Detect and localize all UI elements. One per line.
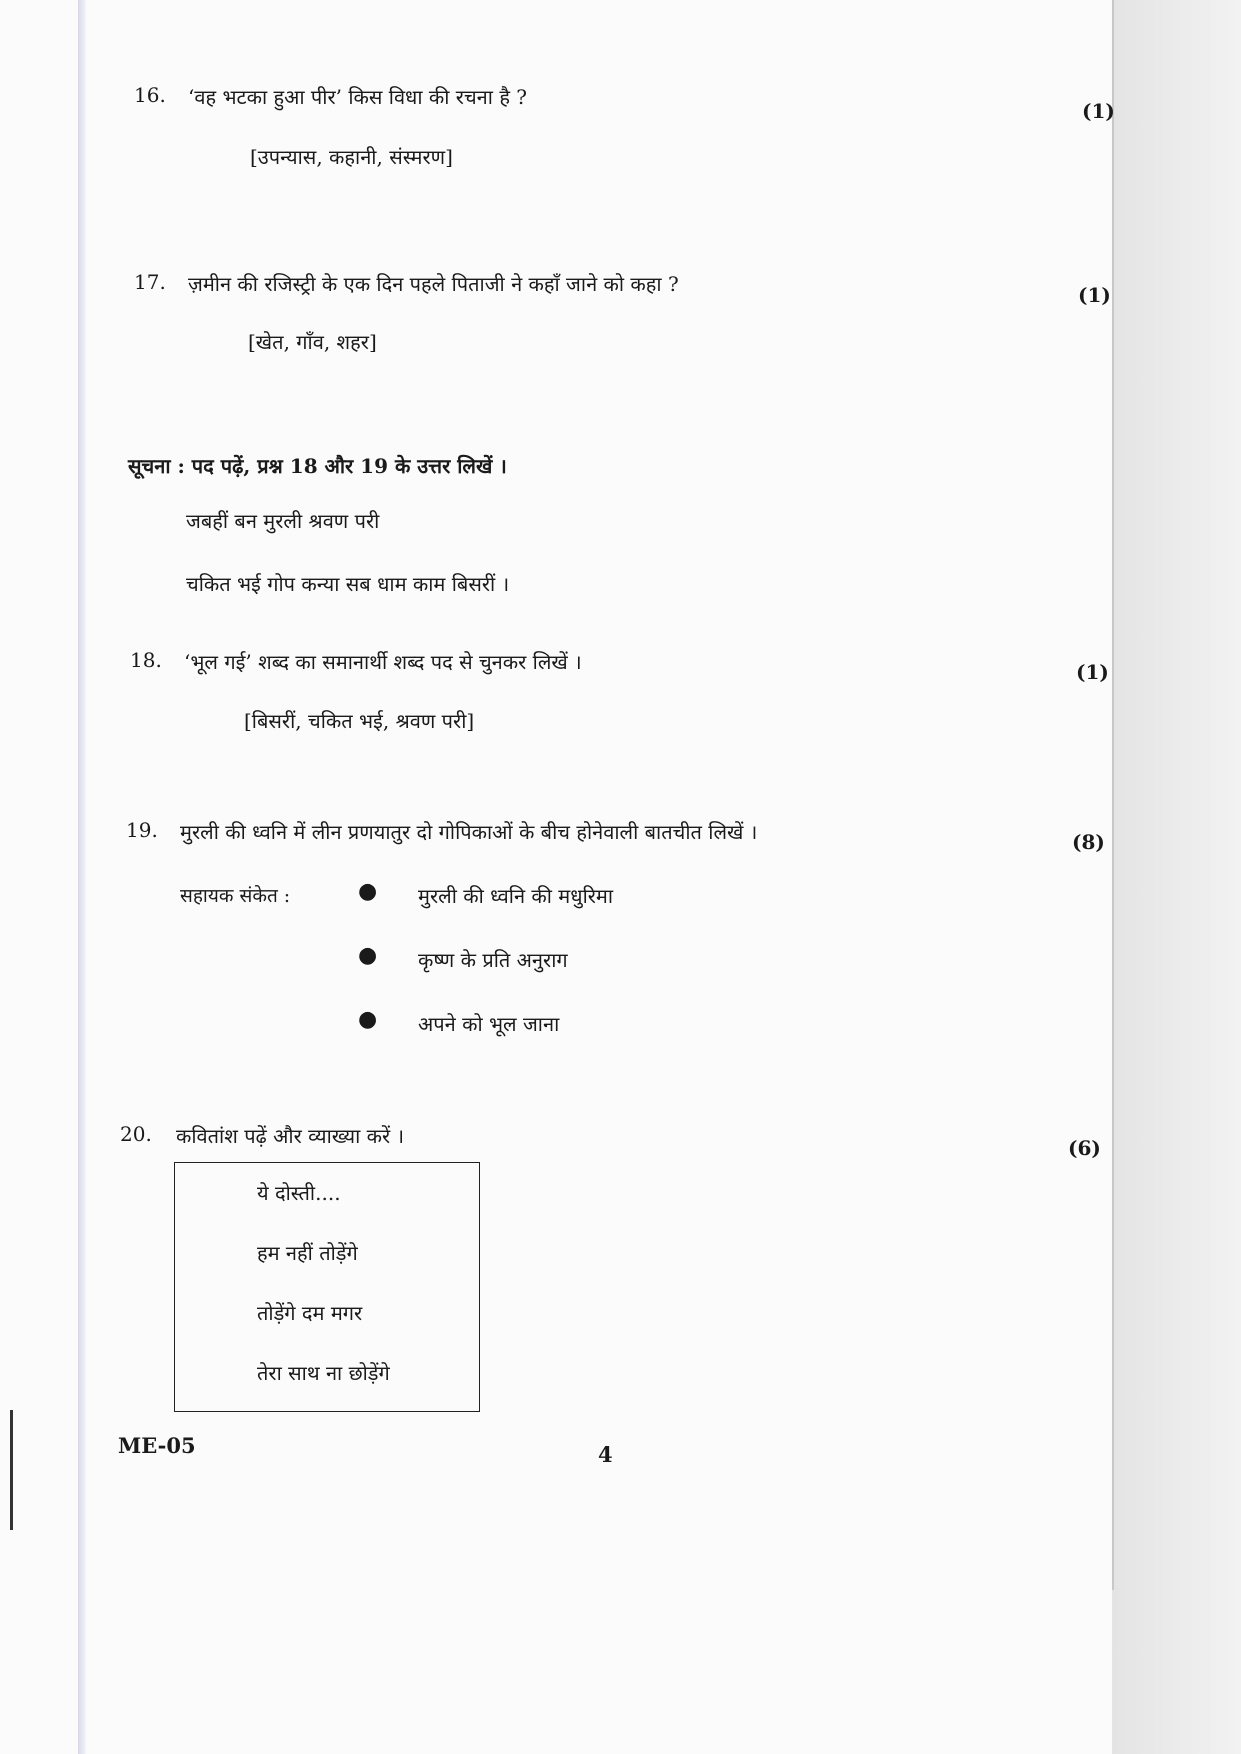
question-17-options: [खेत, गाँव, शहर] <box>248 330 377 354</box>
poem-line-3: तोड़ेंगे दम मगर <box>257 1301 363 1325</box>
hint-bullet-1: ● <box>358 879 378 904</box>
question-16-number: 16. <box>134 83 166 107</box>
question-17-text: ज़मीन की रजिस्ट्री के एक दिन पहले पिताजी ने कहाँ जाने को कहा ? <box>188 272 679 296</box>
question-18-marks: (1) <box>1076 660 1109 684</box>
hint-item-1: मुरली की ध्वनि की मधुरिमा <box>418 884 614 908</box>
poem-box <box>174 1162 480 1412</box>
question-20-text: कवितांश पढ़ें और व्याख्या करें । <box>176 1124 405 1148</box>
question-17-marks: (1) <box>1078 283 1111 307</box>
poem-line-2: हम नहीं तोड़ेंगे <box>257 1241 358 1265</box>
verse-line-2: चकित भई गोप कन्या सब धाम काम बिसरीं । <box>186 572 510 596</box>
question-18-options: [बिसरीं, चकित भई, श्रवण परी] <box>244 709 475 733</box>
scan-left-mark <box>10 1410 13 1530</box>
poem-line-4: तेरा साथ ना छोड़ेंगे <box>257 1361 390 1385</box>
scan-right-border <box>1112 0 1114 1590</box>
question-19-number: 19. <box>126 818 158 842</box>
question-20-number: 20. <box>120 1122 152 1146</box>
question-16-options: [उपन्यास, कहानी, संस्मरण] <box>250 145 453 169</box>
paper-code: ME-05 <box>118 1433 196 1458</box>
hint-item-3: अपने को भूल जाना <box>418 1012 560 1036</box>
question-16-text: ‘वह भटका हुआ पीर’ किस विधा की रचना है ? <box>188 85 528 109</box>
question-19-marks: (8) <box>1072 830 1105 854</box>
page-number: 4 <box>598 1442 613 1467</box>
hint-item-2: कृष्ण के प्रति अनुराग <box>418 948 568 972</box>
question-18-text: ‘भूल गई’ शब्द का समानार्थी शब्द पद से चुनकर लिखें । <box>184 650 582 674</box>
notice-text: सूचना : पद पढ़ें, प्रश्न 18 और 19 के उत्तर लिखें । <box>128 454 507 478</box>
hint-bullet-3: ● <box>358 1007 378 1032</box>
hint-bullet-2: ● <box>358 943 378 968</box>
question-19-text: मुरली की ध्वनि में लीन प्रणयातुर दो गोपिकाओं के बीच होनेवाली बातचीत लिखें । <box>180 820 758 844</box>
scan-left-edge <box>78 0 86 1754</box>
verse-line-1: जबहीं बन मुरली श्रवण परी <box>186 509 380 533</box>
question-17-number: 17. <box>134 270 166 294</box>
hints-label: सहायक संकेत : <box>180 885 291 907</box>
question-18-number: 18. <box>130 648 162 672</box>
scan-right-shadow <box>1112 0 1241 1754</box>
question-16-marks: (1) <box>1082 99 1115 123</box>
poem-line-1: ये दोस्ती.... <box>257 1181 341 1205</box>
question-20-marks: (6) <box>1068 1136 1101 1160</box>
